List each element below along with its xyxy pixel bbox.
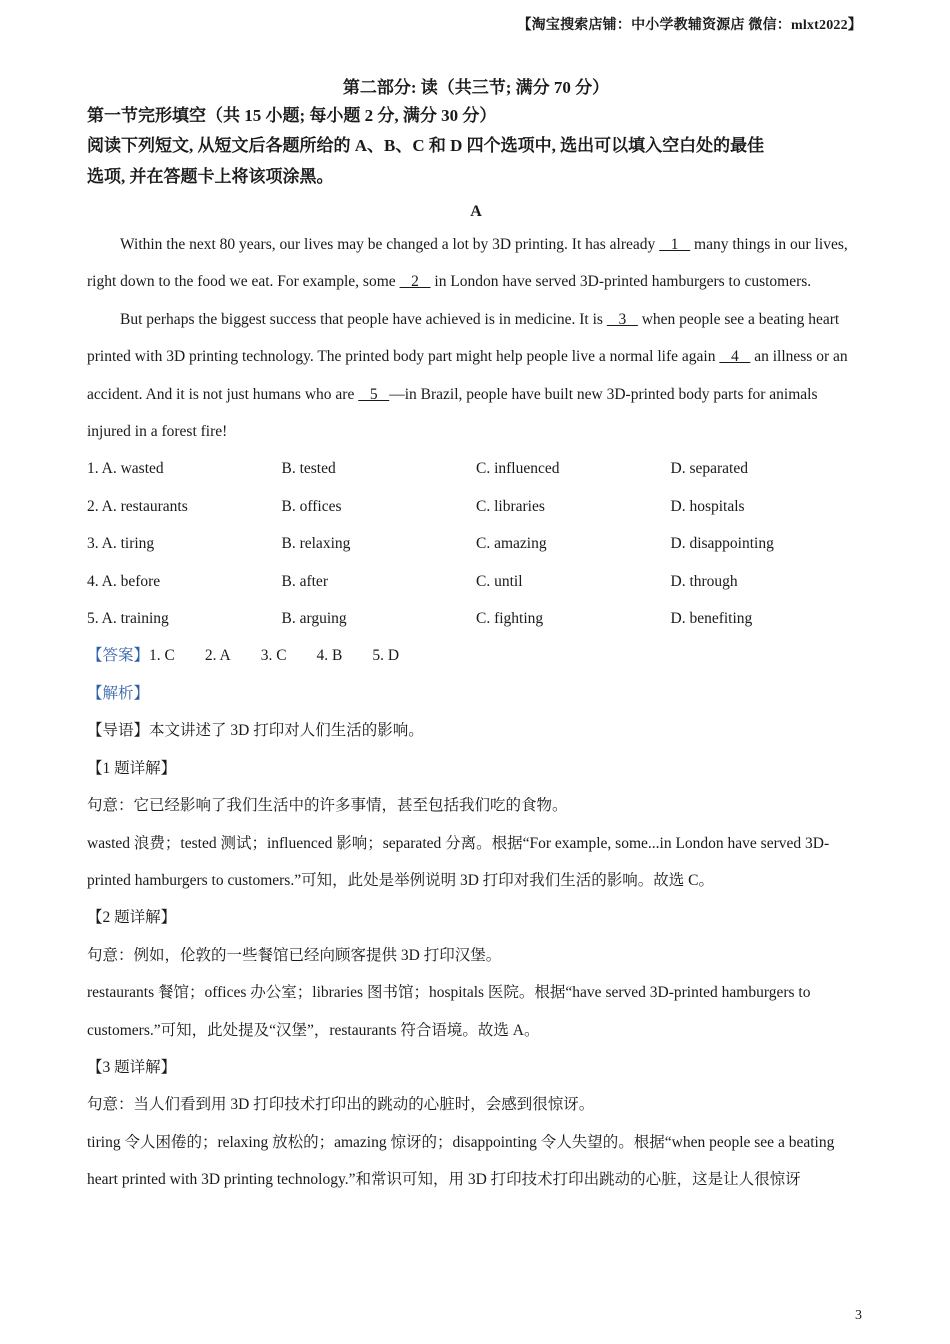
option-b: B. tested <box>281 460 336 478</box>
passage-text: Within the next 80 years, our lives may be changed a lot by 3D printing. It has already <box>120 236 660 253</box>
detail-title-3: 【3 题详解】 <box>87 1058 177 1076</box>
blank-4: 4 <box>719 348 751 366</box>
passage-text: many things in our lives, right down to the food we eat. For example, some <box>87 236 848 291</box>
option-a: 5. A. training <box>87 610 169 628</box>
question-row-5 <box>87 600 865 637</box>
passage-text: —in Brazil, people have built new 3D-printed body parts for animals injured in a forest fire! <box>87 385 818 441</box>
question-row-2 <box>87 488 865 525</box>
instructions-line-1: 阅读下列短文, 从短文后各题所给的 A、B、C 和 D 四个选项中, 选出可以填入空白处的最佳 <box>87 136 765 155</box>
section-title: 第一节完形填空（共 15 小题; 每小题 2 分, 满分 30 分） <box>87 106 497 125</box>
option-c: C. until <box>476 572 523 590</box>
passage-text: an illness or an accident. And it is not just humans who are <box>87 348 848 403</box>
answer-item: 3. C <box>260 647 287 665</box>
option-a: 1. A. wasted <box>87 460 164 478</box>
blank-1: 1 <box>659 236 691 253</box>
option-c: C. influenced <box>476 460 560 478</box>
question-row-4 <box>87 563 865 600</box>
question-row-1 <box>87 450 865 487</box>
option-d: D. benefiting <box>670 610 753 628</box>
passage-label: A <box>470 203 482 220</box>
detail-meaning-3: 句意：当人们看到用 3D 打印技术打印出的跳动的心脏时，会感到很惊讶。 <box>87 1096 595 1114</box>
option-b: B. after <box>281 572 328 590</box>
page-header: 【淘宝搜索店铺：中小学教辅资源店 微信：mlxt2022】 <box>517 18 862 33</box>
passage-paragraph-1 <box>87 226 865 301</box>
answer-key <box>87 637 865 674</box>
option-b: B. arguing <box>281 610 347 628</box>
passage-paragraph-2 <box>87 301 865 451</box>
option-d: D. separated <box>670 460 748 478</box>
option-c: C. fighting <box>476 610 544 628</box>
detail-title-2: 【2 题详解】 <box>87 909 177 927</box>
option-d: D. disappointing <box>670 535 774 553</box>
detail-meaning-2: 句意：例如，伦敦的一些餐馆已经向顾客提供 3D 打印汉堡。 <box>87 946 502 964</box>
passage-text: But perhaps the biggest success that people have achieved is in medicine. It is <box>120 310 607 328</box>
answer-item: 1. C <box>149 647 175 665</box>
blank-5: 5 <box>358 385 390 403</box>
option-c: C. libraries <box>476 497 545 515</box>
option-a: 4. A. before <box>87 572 161 590</box>
answer-item: 2. A <box>204 647 231 665</box>
page-number: 3 <box>855 1308 862 1323</box>
passage-text: when people see a beating heart printed with 3D printing technology. The printed body part might help people live a normal life again <box>87 310 840 366</box>
analysis-label: 【解析】 <box>87 684 150 702</box>
answer-item: 4. B <box>316 647 343 665</box>
detail-explanation-1: wasted 浪费；tested 测试；influenced 影响；separated 分离。根据“For example, some...in London have served 3D-printed hamburgers to customers.”可知，此处是举例说明 3D 打印对我们生活的影响。故选 C。 <box>87 834 830 889</box>
option-c: C. amazing <box>476 535 547 553</box>
option-d: D. hospitals <box>670 497 745 515</box>
option-b: B. offices <box>281 497 342 515</box>
part-title: 第二部分: 读（共三节; 满分 70 分） <box>342 78 610 97</box>
instructions-line-2: 选项, 并在答题卡上将该项涂黑。 <box>87 167 334 186</box>
option-a: 3. A. tiring <box>87 535 155 553</box>
blank-2: 2 <box>399 273 431 291</box>
detail-meaning-1: 句意：它已经影响了我们生活中的许多事情，甚至包括我们吃的食物。 <box>87 797 568 815</box>
question-row-3 <box>87 525 865 562</box>
detail-explanation-2: restaurants 餐馆；offices 办公室；libraries 图书馆；hospitals 医院。根据“have served 3D-printed hamburgers to customers.”可知，此处提及“汉堡”，restaurants 符合语境。故选 A。 <box>87 984 811 1039</box>
option-d: D. through <box>670 572 738 590</box>
passage-text: in London have served 3D-printed hamburgers to customers. <box>430 273 812 291</box>
guide-text: 【导语】本文讲述了 3D 打印对人们生活的影响。 <box>87 722 424 740</box>
option-b: B. relaxing <box>281 535 351 553</box>
answer-item: 5. D <box>372 647 400 665</box>
detail-explanation-3: tiring 令人困倦的；relaxing 放松的；amazing 惊讶的；disappointing 令人失望的。根据“when people see a beating heart printed with 3D printing technology.”和常识可知，用 3D 打印技术打印出跳动的心脏，这是让人很惊讶 <box>87 1133 835 1189</box>
detail-title-1: 【1 题详解】 <box>87 759 177 777</box>
answer-label: 【答案】 <box>87 647 150 665</box>
page-content <box>87 74 865 1199</box>
option-a: 2. A. restaurants <box>87 497 188 515</box>
blank-3: 3 <box>606 310 638 328</box>
